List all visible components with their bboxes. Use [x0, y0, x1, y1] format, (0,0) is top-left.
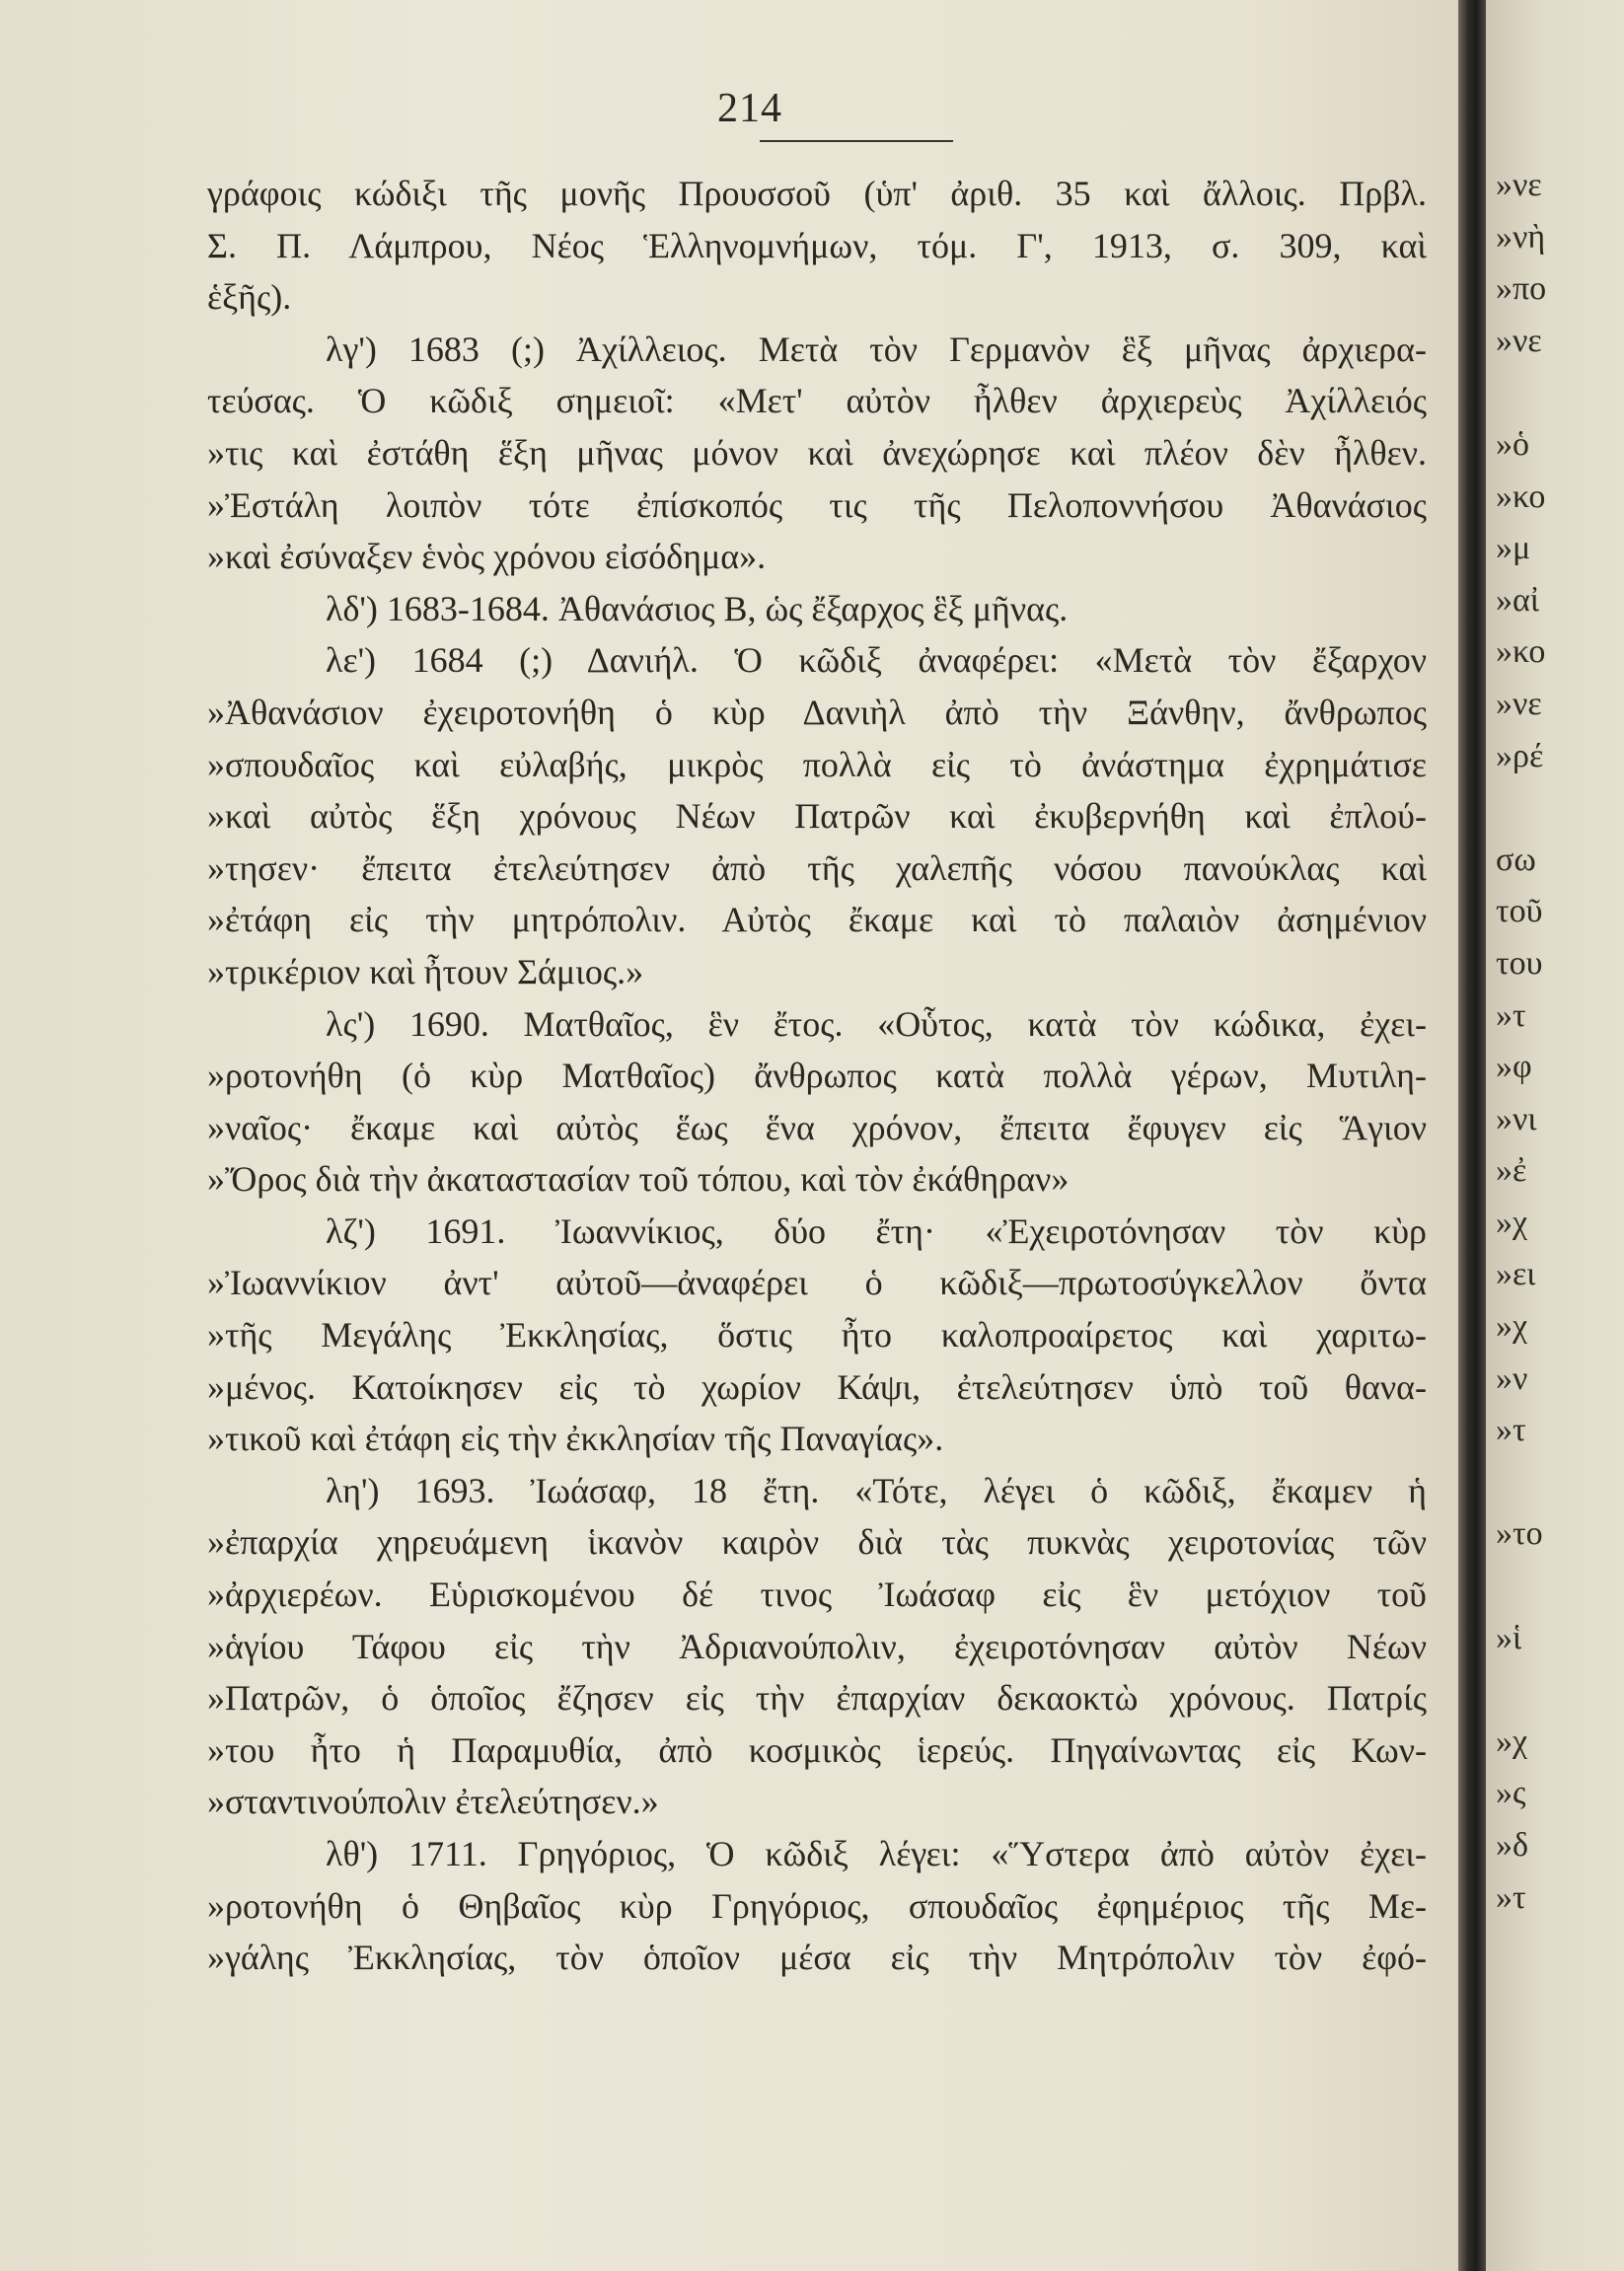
adjacent-fragment: [1486, 1976, 1546, 2028]
text-line: τεύσας. Ὁ κῶδιξ σημειοῖ: «Μετ' αὐτὸν ἦλθεν ἀρχιερεὺς Ἀχίλλειός: [207, 381, 1427, 421]
text-line: λθ') 1711. Γρηγόριος, Ὁ κῶδιξ λέγει: «Ὕστερα ἀπὸ αὐτὸν ἐχει-: [326, 1834, 1427, 1873]
text-line: λζ') 1691. Ἰωαννίκιος, δύο ἔτη· «Ἐχειροτόνησαν τὸν κὺρ: [326, 1210, 1427, 1251]
header-rule: [760, 140, 953, 142]
adjacent-fragment: »ς: [1496, 1775, 1526, 1812]
text-line: »καὶ αὐτὸς ἕξη χρόνους Νέων Πατρῶν καὶ ἐκυβερνήθη καὶ ἐπλού-: [207, 796, 1427, 837]
adjacent-fragment: »ἱ: [1496, 1619, 1522, 1656]
text-line: »του ἦτο ἡ Παραμυθία, ἀπὸ κοσμικὸς ἱερεύς. Πηγαίνωντας εἰς Κων-: [207, 1729, 1427, 1770]
text-line: »τῆς Μεγάλης Ἐκκλησίας, ὅστις ἦτο καλοπροαίρετος καὶ χαριτω-: [207, 1315, 1427, 1355]
adjacent-fragment: »δ: [1496, 1827, 1529, 1864]
adjacent-fragment: »το: [1496, 1515, 1543, 1553]
adjacent-fragment: »ν: [1496, 1359, 1528, 1397]
adjacent-fragment: τοῦ: [1496, 893, 1543, 930]
book-gutter: [1458, 0, 1486, 2271]
adjacent-fragment: »νε: [1496, 685, 1542, 722]
text-line: λη') 1693. Ἰωάσαφ, 18 ἔτη. «Τότε, λέγει ὁ κῶδιξ, ἔκαμεν ἡ: [326, 1470, 1427, 1510]
text-line: »Ὄρος διὰ τὴν ἀκαταστασίαν τοῦ τόπου, καὶ τὸν ἐκάθηραν»: [207, 1159, 1070, 1200]
adjacent-fragment: »χ: [1496, 1722, 1528, 1760]
adjacent-fragment: [1486, 1664, 1546, 1717]
adjacent-fragment: [1486, 782, 1546, 835]
text-line: »τικοῦ καὶ ἐτάφη εἰς τὴν ἐκκλησίαν τῆς Παναγίας».: [207, 1419, 944, 1459]
adjacent-fragment: »χ: [1496, 1308, 1528, 1346]
adjacent-fragment: »τ: [1496, 1878, 1526, 1916]
adjacent-fragment: »αἰ: [1496, 581, 1539, 619]
text-line: »τρικέριον καὶ ἦτουν Σάμιος.»: [207, 951, 644, 991]
text-line: »γάλης Ἐκκλησίας, τὸν ὁποῖον μέσα εἰς τὴν Μητρόπολιν τὸν ἐφό-: [207, 1938, 1427, 1978]
adjacent-fragment: [1486, 1561, 1546, 1613]
text-line: »σταντινούπολιν ἐτελεύτησεν.»: [207, 1782, 659, 1822]
adjacent-fragment: »πο: [1496, 270, 1547, 308]
text-line: γράφοις κώδιξι τῆς μονῆς Προυσσοῦ (ὑπ' ἀριθ. 35 καὶ ἄλλοις. Πρβλ.: [207, 174, 1427, 213]
page-number: [0, 85, 1458, 132]
text-line: λε') 1684 (;) Δανιήλ. Ὁ κῶδιξ ἀναφέρει: «Μετὰ τὸν ἔξαρχον: [326, 640, 1427, 681]
adjacent-fragment: »τ: [1496, 996, 1526, 1034]
text-line: »Ἀθανάσιον ἐχειροτονήθη ὁ κὺρ Δανιὴλ ἀπὸ τὴν Ξάνθην, ἄνθρωπος: [207, 692, 1427, 732]
adjacent-fragment: »χ: [1496, 1204, 1528, 1241]
text-line: ἑξῆς).: [207, 277, 292, 318]
adjacent-fragment: »ὁ: [1496, 425, 1529, 463]
adjacent-fragment: »κο: [1496, 633, 1546, 671]
text-line: »ναῖος· ἔκαμε καὶ αὐτὸς ἕως ἕνα χρόνον, ἔπειτα ἔφυγεν εἰς Ἅγιον: [207, 1107, 1427, 1147]
adjacent-fragment: »τ: [1496, 1412, 1526, 1449]
adjacent-page-fragments: [1486, 160, 1546, 2027]
text-line: »Ἐστάλη λοιπὸν τότε ἐπίσκοπός τις τῆς Πελοποννήσου Ἀθανάσιος: [207, 484, 1427, 525]
text-line: λγ') 1683 (;) Ἀχίλλειος. Μετὰ τὸν Γερμανὸν ἓξ μῆνας ἀρχιερα-: [326, 329, 1427, 369]
text-line: »Πατρῶν, ὁ ὁποῖος ἔζησεν εἰς τὴν ἐπαρχίαν δεκαοκτὼ χρόνους. Πατρίς: [207, 1678, 1427, 1719]
text-line: »ἁγίου Τάφου εἰς τὴν Ἀδριανούπολιν, ἐχειροτόνησαν αὐτὸν Νέων: [207, 1626, 1427, 1666]
text-line: λς') 1690. Ματθαῖος, ἓν ἔτος. «Οὗτος, κατὰ τὸν κώδικα, ἐχει-: [326, 1003, 1427, 1044]
text-line: »ροτονήθη ὁ Θηβαῖος κὺρ Γρηγόριος, σπουδαῖος ἐφημέριος τῆς Με-: [207, 1885, 1427, 1926]
adjacent-page-edge: [1486, 0, 1624, 2271]
adjacent-fragment: του: [1496, 944, 1543, 982]
text-line: »καὶ ἐσύναξεν ἑνὸς χρόνου εἰσόδημα».: [207, 537, 767, 577]
adjacent-fragment: [1486, 1924, 1546, 1976]
text-line: »τις καὶ ἐστάθη ἕξη μῆνας μόνον καὶ ἀνεχώρησε καὶ πλέον δὲν ἦλθεν.: [207, 432, 1427, 473]
adjacent-fragment: »νὴ: [1496, 218, 1546, 256]
adjacent-fragment: [1486, 367, 1546, 419]
text-line: »Ἰωαννίκιον ἀντ' αὐτοῦ—ἀναφέρει ὁ κῶδιξ—πρωτοσύγκελλον ὄντα: [207, 1263, 1427, 1303]
adjacent-fragment: »νι: [1496, 1100, 1537, 1137]
text-line: »ἐτάφη εἰς τὴν μητρόπολιν. Αὐτὸς ἔκαμε καὶ τὸ παλαιὸν ἀσημένιον: [207, 900, 1427, 940]
text-line: »ροτονήθη (ὁ κὺρ Ματθαῖος) ἄνθρωπος κατὰ πολλὰ γέρων, Μυτιλη-: [207, 1056, 1427, 1096]
page-number-text: 214: [717, 86, 782, 131]
text-line: λδ') 1683-1684. Ἀθανάσιος Β, ὡς ἔξαρχος ἓξ μῆνας.: [326, 588, 1069, 628]
adjacent-fragment: »ἐ: [1496, 1152, 1527, 1190]
text-line: Σ. Π. Λάμπρου, Νέος Ἑλληνομνήμων, τόμ. Γ', 1913, σ. 309, καὶ: [207, 225, 1427, 265]
text-line: »ἀρχιερέων. Εὑρισκομένου δέ τινος Ἰωάσαφ εἰς ἓν μετόχιον τοῦ: [207, 1575, 1427, 1615]
adjacent-fragment: »φ: [1496, 1049, 1532, 1086]
adjacent-fragment: »κο: [1496, 477, 1546, 515]
text-line: »σπουδαῖος καὶ εὐλαβής, μικρὸς πολλὰ εἰς τὸ ἀνάστημα ἐχρημάτισε: [207, 744, 1427, 784]
adjacent-fragment: »ρέ: [1496, 737, 1544, 774]
text-line: »τησεν· ἔπειτα ἐτελεύτησεν ἀπὸ τῆς χαλεπῆς νόσου πανούκλας καὶ: [207, 847, 1427, 888]
body-text: [207, 168, 1427, 1984]
adjacent-fragment: »ει: [1496, 1256, 1536, 1293]
text-line: »ἐπαρχία χηρευάμενη ἱκανὸν καιρὸν διὰ τὰς πυκνὰς χειροτονίας τῶν: [207, 1522, 1427, 1563]
adjacent-fragment: »νε: [1496, 322, 1542, 359]
adjacent-fragment: [1486, 1457, 1546, 1509]
adjacent-fragment: »μ: [1496, 530, 1531, 567]
text-line: »μένος. Κατοίκησεν εἰς τὸ χωρίον Κάψι, ἐτελεύτησεν ὑπὸ τοῦ θανα-: [207, 1366, 1427, 1407]
adjacent-fragment: σω: [1496, 841, 1536, 878]
adjacent-fragment: »νε: [1496, 167, 1542, 203]
